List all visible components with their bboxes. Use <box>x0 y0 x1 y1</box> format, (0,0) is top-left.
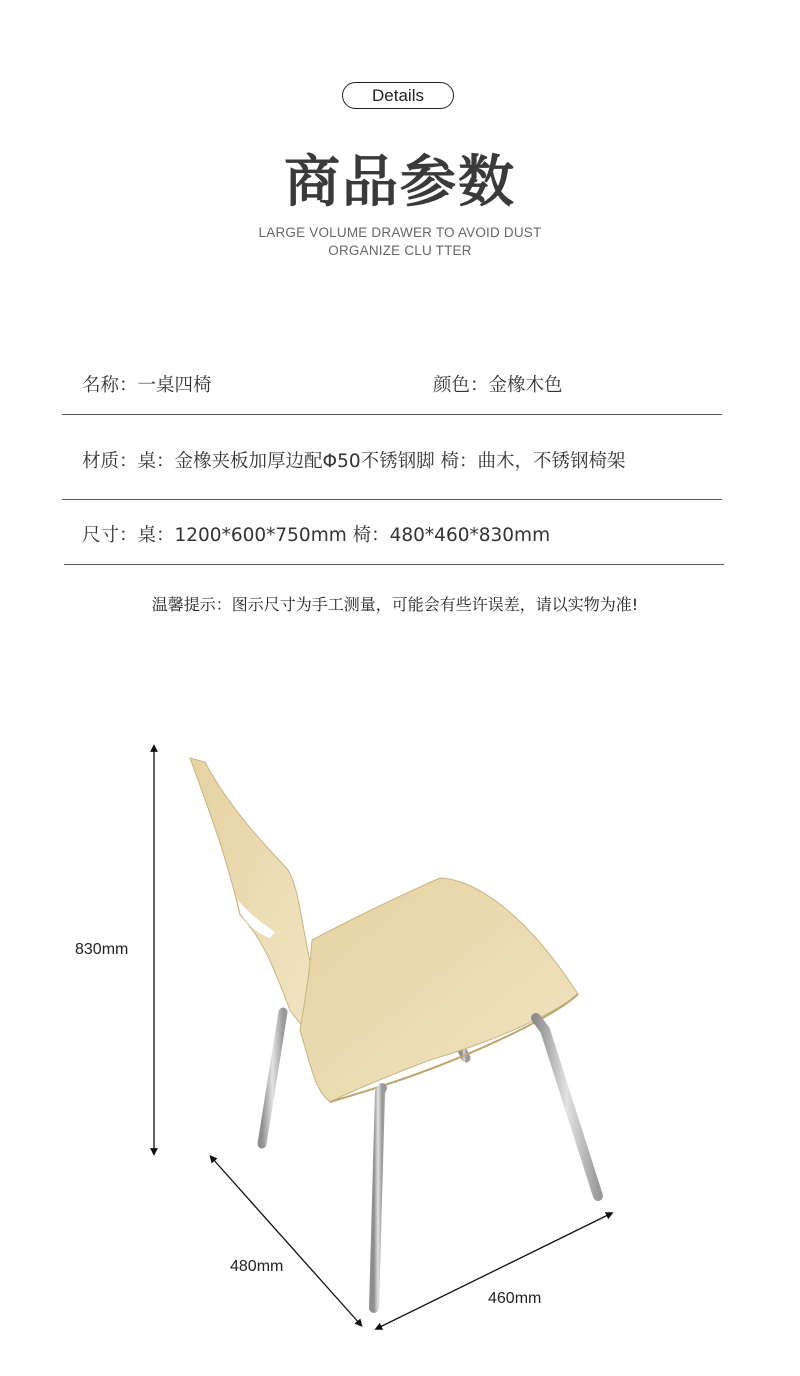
chair-illustration <box>0 700 800 1376</box>
width-label: 460mm <box>488 1290 542 1307</box>
spec-color: 颜色：金橡木色 <box>433 375 563 396</box>
chair-front-right-leg <box>536 1018 598 1196</box>
chair-seat <box>300 878 578 1102</box>
depth-arrow <box>212 1158 360 1324</box>
divider <box>62 414 722 415</box>
subtitle-line-1: LARGE VOLUME DRAWER TO AVOID DUST <box>258 225 542 240</box>
subtitle-line-2: ORGANIZE CLU TTER <box>328 243 472 258</box>
chair-front-left-leg <box>374 1088 382 1308</box>
page-title: 商品参数 <box>284 150 516 215</box>
chair-backrest <box>190 758 313 1030</box>
spec-material: 材质：桌：金橡夹板加厚边配Φ50不锈钢脚 椅：曲木，不锈钢椅架 <box>82 451 626 472</box>
divider <box>62 499 722 500</box>
divider <box>64 564 724 565</box>
depth-label: 480mm <box>230 1258 284 1275</box>
spec-name: 名称：一桌四椅 <box>82 375 212 396</box>
spec-size: 尺寸：桌：1200*600*750mm 椅：480*460*830mm <box>82 525 551 546</box>
measurement-tip: 温馨提示：图示尺寸为手工测量，可能会有些许误差，请以实物为准! <box>151 595 639 614</box>
chair-back-leg <box>262 1012 283 1144</box>
height-label: 830mm <box>75 941 129 958</box>
width-arrow <box>378 1214 610 1328</box>
details-badge: Details <box>342 82 454 109</box>
